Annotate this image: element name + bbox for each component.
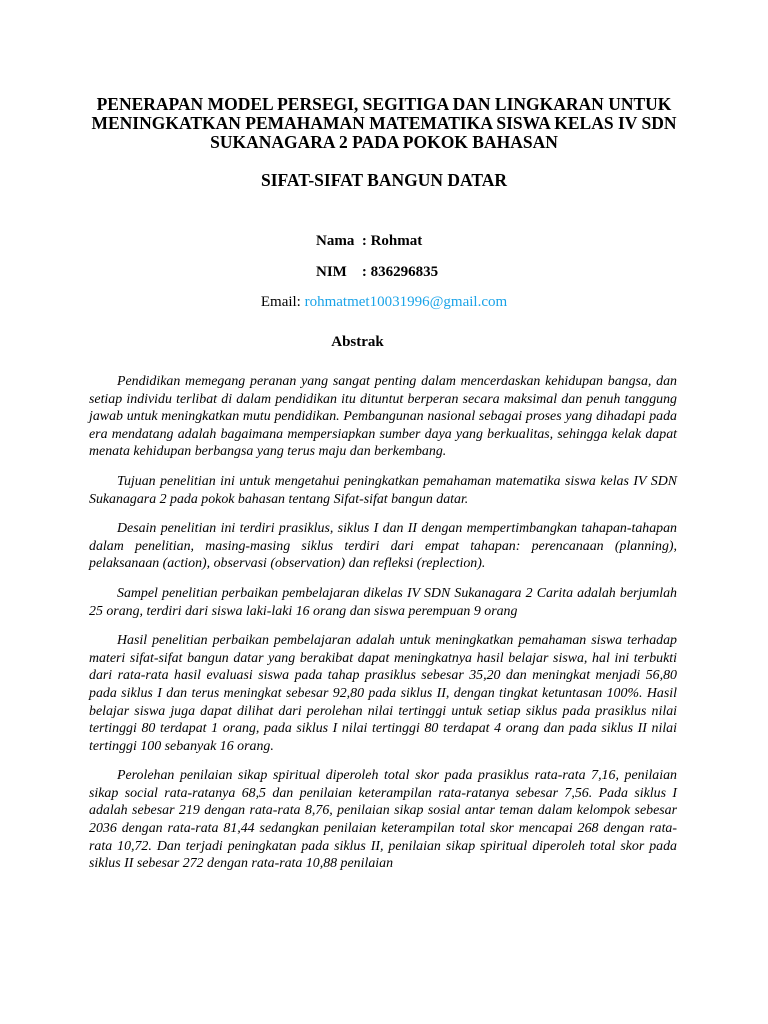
nim-label: NIM <box>316 264 347 280</box>
abstract-paragraph-5: Hasil penelitian perbaikan pembelajaran adalah untuk meningkatkan pemahaman siswa terhadap materi sifat-sifat bangun datar yang berakibat dapat meningkatnya hasil belajar siswa, hal ini terbukti dari rata-rata hasil evaluasi siswa pada tahap prasiklus sebesar 35,20 dan meningkat menjadi 56,80 pada siklus I dan terus meningkat sebesar 92,80 pada siklus II, dengan tingkat ketuntasan 100%. Hasil belajar siswa juga dapat dilihat dari perolehan nilai tertinggi untuk setiap siklus pada prasiklus nilai tertinggi 80 terdapat 1 orang, pada siklus I nilai tertinggi 80 terdapat 4 orang dan pada siklus II nilai tertinggi 100 sebanyak 16 orang. <box>89 633 677 754</box>
document-subtitle: SIFAT-SIFAT BANGUN DATAR <box>260 170 507 190</box>
author-nim-row: NIM : 836296835 <box>316 264 439 280</box>
document-title <box>60 95 708 152</box>
title-line-3: SUKANAGARA 2 PADA POKOK BAHASAN <box>210 132 558 152</box>
nim-value: 836296835 <box>370 264 439 280</box>
abstract-paragraph-2: Tujuan penelitian ini untuk mengetahui peningkatkan pemahaman matematika siswa kelas IV SDN Sukanagara 2 pada pokok bahasan tentang Sifat-sifat bangun datar. <box>89 473 677 507</box>
name-value: Rohmat <box>370 233 423 249</box>
title-line-1: PENERAPAN MODEL PERSEGI, SEGITIGA DAN LINGKARAN UNTUK <box>96 94 672 114</box>
email-label: Email: <box>260 294 301 310</box>
abstract-body <box>89 373 677 885</box>
name-label: Nama <box>316 233 355 249</box>
author-email-row <box>0 294 768 311</box>
title-line-2: MENINGKATKAN PEMAHAMAN MATEMATIKA SISWA KELAS IV SDN <box>91 113 677 133</box>
abstract-paragraph-6: Perolehan penilaian sikap spiritual diperoleh total skor pada prasiklus rata-rata 7,16, penilaian sikap social rata-ratanya 68,5 dan penilaian keterampilan rata-ratanya sebesar 7,56. Pada siklus I adalah sebesar 219 dengan rata-rata 8,76, penilaian sikap sosial antar teman dalam kelompok sebesar 2036 dengan rata-rata 81,44 sedangkan penilaian keterampilan total skor mencapai 268 dengan rata-rata 10,72. Dan terjadi peningkatan pada siklus II, penilaian sikap spiritual diperoleh total skor pada siklus II sebesar 272 dengan rata-rata 10,88 penilaian <box>89 768 677 872</box>
abstract-paragraph-1: Pendidikan memegang peranan yang sangat penting dalam mencerdaskan kehidupan bangsa, dan setiap individu terlibat di dalam pendidikan itu dituntut berperan secara maksimal dan penuh tanggung jawab untuk meningkatkan mutu pendidikan. Pembangunan nasional sebagai proses yang dihadapi pada era mendatang adalah bagaimana mempersiapkan sumber daya yang berkualitas, sehingga kelak dapat menata kehidupan berbangsa yang terus maju dan berkembang. <box>89 374 677 460</box>
abstract-paragraph-3: Desain penelitian ini terdiri prasiklus, siklus I dan II dengan mempertimbangkan tahapan-tahapan dalam penelitian, masing-masing siklus terdiri dari empat tahapan: perencanaan (planning), pelaksanaan (action), observasi (observation) dan refleksi (replection). <box>89 521 677 572</box>
email-link[interactable]: rohmatmet10031996@gmail.com <box>304 294 508 310</box>
abstract-heading: Abstrak <box>331 334 384 350</box>
abstract-paragraph-4: Sampel penelitian perbaikan pembelajaran dikelas IV SDN Sukanagara 2 Carita adalah berjumlah 25 orang, terdiri dari siswa laki-laki 16 orang dan siswa perempuan 9 orang <box>89 585 677 619</box>
author-name-row: Nama : Rohmat <box>316 233 423 249</box>
